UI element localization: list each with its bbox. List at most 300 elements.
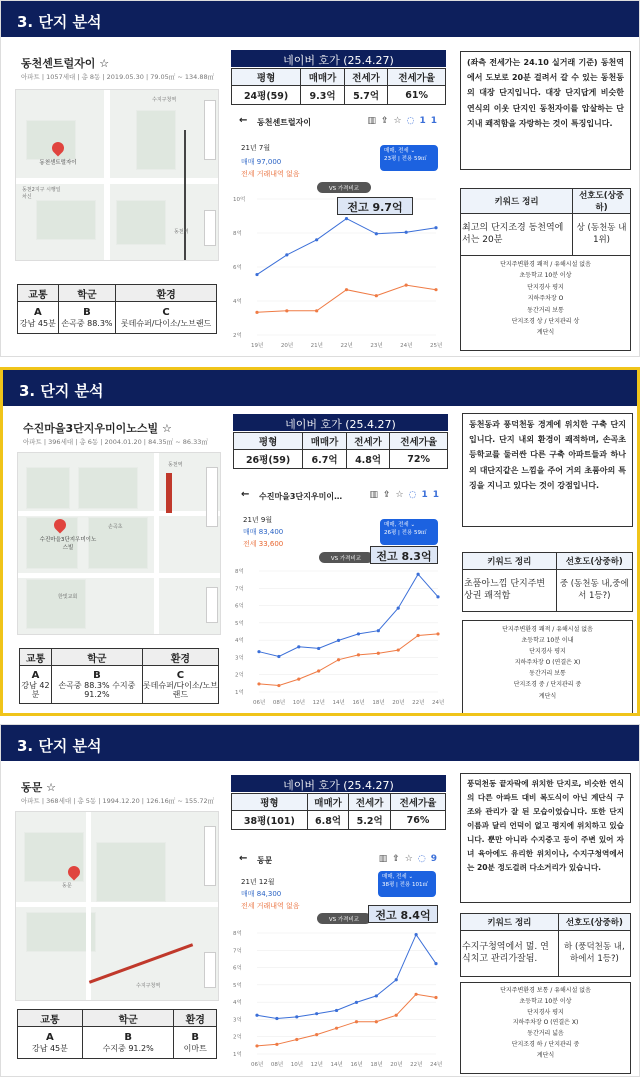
x-tick-label: 14년 (332, 700, 345, 706)
y-tick-label: 2억 (235, 672, 244, 679)
map-place: 한빛교회 (58, 594, 78, 600)
chart-apartment-name: 동천센트럴자이 (257, 118, 312, 127)
favorite-icon[interactable]: ☆ (393, 116, 407, 126)
keyword-table (462, 552, 633, 612)
transport-detail: 강남 42분 (21, 681, 50, 700)
x-tick-label: 24년 (400, 343, 413, 349)
checklist-item: 단지주변환경 보통 / 유해시설 없음 (500, 987, 591, 994)
environment-cell (142, 666, 218, 704)
map-place: 동천역 (168, 462, 183, 468)
data-point-sale (285, 253, 288, 256)
header-environment: 환경 (116, 285, 217, 302)
x-tick-label: 16년 (352, 700, 365, 706)
data-point-sale (275, 1017, 278, 1020)
price-chart (231, 849, 446, 1071)
school-grade: B (93, 669, 101, 681)
header-size: 평형 (232, 794, 308, 811)
data-point-jeonse (355, 1020, 358, 1023)
transport-cell (20, 666, 52, 704)
data-point-jeonse (257, 682, 260, 685)
checklist-item: 단지조경 하 / 단지관리 중 (511, 1040, 580, 1048)
transport-grade: A (46, 1032, 54, 1044)
data-point-sale (415, 933, 418, 936)
checklist (462, 620, 633, 714)
x-tick-label: 18년 (372, 700, 385, 706)
keyword-value: 초품아느낌 단지주변 상권 쾌적함 (463, 570, 557, 612)
grade-table (19, 648, 219, 704)
chart-rent-price: 전세 33,600 (243, 540, 284, 548)
complex-panel-1 (0, 0, 640, 357)
checklist-item: 계단식 (536, 1051, 555, 1059)
header-school: 학군 (82, 1010, 174, 1027)
y-tick-label: 5억 (235, 620, 244, 627)
price-table (231, 68, 446, 105)
map-icon[interactable]: ▥ (367, 116, 381, 126)
y-tick-label: 3억 (235, 655, 244, 662)
type-selector-size: 23평 | 전용 59㎡ (384, 155, 427, 162)
environment-detail: 롯데슈퍼/다이소/노브랜드 (120, 318, 212, 328)
preference-value: 중 (동천동 내,중에서 1등?) (556, 570, 632, 612)
series-line-sale (257, 935, 436, 1019)
size-value: 38평(101) (232, 811, 308, 830)
peak-price-label: 전고 9.7억 (337, 197, 413, 215)
map-tools[interactable] (206, 467, 218, 527)
type-selector[interactable]: 매매, 전세 ⌄ 38평 | 전용 101㎡ (378, 871, 436, 897)
header-size: 평형 (234, 433, 303, 450)
header-ratio: 전세가율 (388, 69, 446, 86)
chart-plot (231, 925, 446, 1070)
vs-compare-button[interactable]: VS 가격비교 (317, 913, 371, 924)
series-line-jeonse (259, 634, 438, 686)
environment-detail: 이마트 (183, 1043, 207, 1053)
chart-plot (233, 563, 448, 708)
x-tick-label: 18년 (370, 1062, 383, 1068)
apartment-name[interactable]: 동천센트럴자이 ☆ (21, 57, 110, 70)
y-tick-label: 2억 (233, 1034, 242, 1041)
checklist-item: 지하주차장 O (527, 295, 564, 303)
chart-date: 21년 9월 (243, 516, 273, 524)
transport-grade: A (33, 307, 42, 319)
chart-plot (231, 191, 446, 351)
chart-date: 21년 12월 (241, 878, 275, 886)
environment-cell (116, 302, 217, 334)
data-point-jeonse (417, 634, 420, 637)
vs-compare-button[interactable]: VS 가격비교 (319, 552, 373, 563)
environment-detail: 롯데슈퍼/다이소/노브랜드 (142, 681, 218, 700)
checklist-item: 단지경사 평지 (527, 1008, 564, 1016)
type-selector-line: 매매, 전세 (384, 148, 409, 154)
apartment-name[interactable]: 수진마을3단지우미이노스빌 ☆ (23, 422, 172, 435)
data-point-jeonse (357, 653, 360, 656)
data-point-sale (337, 639, 340, 642)
back-arrow-icon[interactable]: ← (239, 853, 248, 864)
checklist (460, 255, 631, 351)
x-tick-label: 22년 (340, 343, 353, 349)
data-point-sale (295, 1015, 298, 1018)
data-point-jeonse (285, 309, 288, 312)
jeonse-value: 5.7억 (344, 86, 388, 105)
chart-date: 21년 7월 (241, 144, 271, 152)
checklist-item: 초등학교 10분 이내 (521, 637, 574, 645)
apartment-name[interactable]: 동문 ☆ (21, 781, 56, 794)
data-point-sale (395, 978, 398, 981)
checklist-item: 동간거리 보통 (527, 306, 564, 314)
checklist-item: 지하주차장 O (연결은 X) (512, 1019, 579, 1027)
header-jeonse: 전세가 (344, 69, 388, 86)
map-tools[interactable] (204, 826, 216, 886)
location-map[interactable] (15, 811, 219, 1001)
jeonse-value: 4.8억 (346, 450, 390, 469)
x-tick-label: 20년 (392, 700, 405, 706)
transport-detail: 강남 45분 (19, 318, 56, 328)
data-point-jeonse (255, 1044, 258, 1047)
x-tick-label: 10년 (292, 700, 306, 706)
map-place: 동천역 (174, 229, 189, 235)
y-tick-label: 8억 (233, 231, 242, 237)
x-tick-label: 08년 (270, 1062, 284, 1068)
checklist-item: 단지경사 평지 (529, 648, 566, 656)
preference-header: 선호도(상중하) (558, 914, 630, 931)
school-cell (82, 1027, 174, 1059)
x-tick-label: 12년 (310, 1062, 323, 1068)
zoom-control[interactable] (204, 210, 216, 246)
vs-compare-button[interactable]: VS 가격비교 (317, 182, 371, 193)
x-tick-label: 22년 (412, 700, 425, 706)
chart-toolbar[interactable] (367, 116, 442, 126)
section-banner: 3. 단지 분석 (1, 725, 639, 761)
data-point-sale (357, 632, 360, 635)
size-value: 26평(59) (234, 450, 303, 469)
map-tools[interactable] (204, 100, 216, 160)
size-value: 24평(59) (232, 86, 301, 105)
keyword-table (460, 188, 631, 256)
complex-description: 동천동과 풍덕천동 경계에 위치한 구축 단지입니다. 단지 내외 환경이 쾌적하며, 손곡초등학교를 둘러싼 다른 구축 아파트들과 하나의 대단지같은 느낌을 주어 거의 초품아의 특징을 지니고 있다는 것이 강점입니다. (462, 413, 633, 527)
header-environment: 환경 (142, 649, 218, 666)
naver-price-title: 네이버 호가 (25.4.27) (233, 414, 448, 431)
data-point-jeonse (297, 677, 300, 680)
school-detail: 손곡중 88.3% 수지중 91.2% (58, 681, 136, 700)
x-tick-label: 20년 (280, 343, 294, 349)
checklist-item: 계단식 (538, 692, 557, 700)
checklist-item: 동간거리 보통 (529, 670, 566, 678)
data-point-jeonse (434, 288, 437, 291)
keyword-header: 키워드 정리 (461, 914, 559, 931)
header-jeonse: 전세가 (346, 433, 390, 450)
header-school: 학군 (52, 649, 143, 666)
favorite-icon[interactable]: ☆ (395, 490, 409, 500)
data-point-jeonse (315, 309, 318, 312)
data-point-jeonse (277, 684, 280, 687)
naver-price-title: 네이버 호가 (25.4.27) (231, 775, 446, 792)
data-point-sale (405, 231, 408, 234)
checklist-item: 단지조경 상 / 단지관리 상 (511, 317, 580, 325)
data-point-sale (315, 238, 318, 241)
header-transport: 교통 (20, 649, 52, 666)
chat-count: 11 (421, 490, 444, 500)
y-tick-label: 3억 (233, 1017, 242, 1024)
data-point-jeonse (377, 652, 380, 655)
data-point-jeonse (375, 1020, 378, 1023)
data-point-jeonse (395, 1014, 398, 1017)
complex-description: 풍덕천동 끝자락에 위치한 단지로, 비슷한 연식의 다른 아파트 대비 복도식이 아닌 계단식 구조와 관리가 잘 된 모습이었습니다. 또한 단지 이름과 달리 언덕이 없고 평지에 위치하고 있습니다. 뿐만 아니라 수지중고 등이 주변 있어 자녀 육아에도 유리한 위치이나, 수지구청역에서는 20분 정도걸려 다소거리가 있습니다. (460, 773, 631, 903)
back-arrow-icon[interactable]: ← (241, 489, 250, 500)
header-jeonse: 전세가 (349, 794, 391, 811)
data-point-sale (355, 1001, 358, 1004)
environment-grade: C (162, 307, 170, 319)
chart-rent-price: 전세 거래내역 없음 (241, 170, 300, 178)
data-point-sale (257, 650, 260, 653)
data-point-sale (434, 962, 437, 965)
map-place: 수지구청역 (152, 97, 177, 103)
data-point-jeonse (436, 632, 439, 635)
share-icon[interactable]: ⇪ (382, 490, 396, 500)
checklist-item: 계단식 (536, 329, 555, 337)
data-point-sale (377, 629, 380, 632)
chat-icon[interactable]: ◌11 (406, 116, 442, 126)
section-banner: 3. 단지 분석 (1, 1, 639, 37)
school-cell (58, 302, 116, 334)
x-tick-label: 22년 (410, 1062, 423, 1068)
apartment-summary: 아파트 | 396세대 | 총 6동 | 2004.01.20 | 84.35㎡ ~ 86.33㎡ (23, 438, 208, 446)
keyword-value: 수지구청역에서 멂. 연식치고 관리가잘됨. (461, 931, 559, 977)
sale-value: 6.7억 (303, 450, 347, 469)
transport-grade: A (31, 669, 40, 681)
y-tick-label: 10억 (233, 197, 246, 203)
y-tick-label: 6억 (235, 603, 244, 610)
x-tick-label: 12년 (312, 700, 325, 706)
environment-cell (174, 1027, 217, 1059)
map-place: 동문 (62, 883, 72, 889)
y-tick-label: 1억 (235, 690, 244, 696)
school-grade: B (124, 1032, 132, 1044)
school-cell (52, 666, 143, 704)
transport-cell (18, 302, 59, 334)
peak-price-label: 전고 8.3억 (370, 546, 438, 564)
share-icon[interactable]: ⇪ (380, 116, 394, 126)
chat-icon[interactable]: ◌11 (408, 490, 444, 500)
data-point-sale (315, 1012, 318, 1015)
header-environment: 환경 (174, 1010, 217, 1027)
data-point-sale (317, 647, 320, 650)
x-tick-label: 19년 (251, 343, 264, 349)
header-sale: 매매가 (303, 433, 347, 450)
type-selector-line: 매매, 전세 (382, 874, 407, 880)
map-icon[interactable]: ▥ (369, 490, 383, 500)
chart-apartment-name: 동문 (257, 856, 273, 865)
naver-price-title: 네이버 호가 (25.4.27) (231, 50, 446, 67)
data-point-jeonse (397, 648, 400, 651)
chat-icon[interactable]: ◌9 (417, 854, 442, 864)
header-ratio: 전세가율 (390, 794, 445, 811)
header-size: 평형 (232, 69, 301, 86)
checklist-item: 단지조경 중 / 단지관리 중 (513, 681, 582, 689)
x-tick-label: 08년 (272, 700, 286, 706)
grade-table (17, 284, 217, 334)
type-selector[interactable]: 매매, 전세 ⌄ 26평 | 전용 59㎡ (380, 519, 438, 545)
price-chart (233, 485, 448, 710)
y-tick-label: 5억 (233, 982, 242, 989)
x-tick-label: 06년 (253, 700, 266, 706)
environment-grade: B (191, 1032, 200, 1044)
apartment-summary: 아파트 | 368세대 | 총 5동 | 1994.12.20 | 126.16㎡ ~ 155.72㎡ (21, 797, 215, 805)
checklist-item: 단지경사 평지 (527, 283, 564, 291)
checklist-item: 지하주차장 O (연결은 X) (514, 659, 581, 667)
checklist-item: 단지주변환경 쾌적 / 유해시설 없음 (502, 626, 593, 633)
data-point-sale (297, 645, 300, 648)
chart-toolbar[interactable] (369, 490, 444, 500)
apartment-summary: 아파트 | 1057세대 | 총 8동 | 2019.05.30 | 79.05㎡ ~ 134.88㎡ (21, 73, 215, 81)
sale-value: 6.8억 (307, 811, 349, 830)
data-point-sale (255, 1014, 258, 1017)
data-point-sale (417, 573, 420, 576)
header-transport: 교통 (18, 285, 59, 302)
checklist-item: 동간거리 넓음 (527, 1030, 564, 1038)
y-tick-label: 7억 (233, 948, 242, 955)
zoom-control[interactable] (206, 587, 218, 623)
checklist-item: 초등학교 10분 이상 (519, 272, 572, 280)
data-point-sale (434, 226, 437, 229)
data-point-sale (345, 217, 348, 220)
data-point-jeonse (375, 294, 378, 297)
peak-price-label: 전고 8.4억 (368, 905, 438, 923)
y-tick-label: 6억 (233, 965, 242, 972)
data-point-jeonse (337, 658, 340, 661)
data-point-jeonse (317, 669, 320, 672)
data-point-sale (255, 273, 258, 276)
x-tick-label: 10년 (290, 1062, 304, 1068)
preference-value: 상 (동천동 내 1위) (573, 214, 631, 256)
map-place: 수지구청역 (136, 983, 161, 989)
section-banner: 3. 단지 분석 (3, 370, 637, 406)
share-icon[interactable]: ⇪ (392, 854, 405, 864)
ratio-value: 72% (390, 450, 448, 469)
preference-value: 하 (풍덕천동 내, 하에서 1등?) (558, 931, 630, 977)
data-point-jeonse (415, 993, 418, 996)
price-table (233, 432, 448, 469)
complex-description: (좌측 전세가는 24.10 실거래 기준) 동천역에서 도보로 20분 걸려서 갈 수 있는 동천동의 대장 단지입니다. 대장 단지답게 비슷한 연식의 이웃 단지인 동천자이를 압살하는 단지내 쾌적함을 자랑하는 것이 특징입니다. (460, 51, 631, 170)
y-tick-label: 7억 (235, 586, 244, 593)
header-transport: 교통 (18, 1010, 83, 1027)
zoom-control[interactable] (204, 952, 216, 988)
header-ratio: 전세가율 (390, 433, 448, 450)
y-tick-label: 2억 (233, 333, 242, 339)
data-point-sale (397, 607, 400, 610)
x-tick-label: 24년 (430, 1062, 443, 1068)
environment-grade: C (176, 669, 185, 681)
x-tick-label: 06년 (251, 1062, 264, 1068)
y-tick-label: 8억 (233, 931, 242, 937)
y-tick-label: 4억 (235, 638, 244, 645)
checklist-item: 초등학교 10분 이상 (519, 997, 572, 1005)
series-line-sale (257, 219, 436, 275)
transport-cell (18, 1027, 83, 1059)
price-table (231, 793, 446, 830)
jeonse-value: 5.2억 (349, 811, 391, 830)
map-label: 동천센트럴자이 (39, 160, 77, 166)
map-label: 수진마을3단지우미이노스빌 (39, 537, 97, 551)
grade-table (17, 1009, 217, 1059)
data-point-sale (335, 1009, 338, 1012)
x-tick-label: 24년 (432, 700, 445, 706)
school-grade: B (83, 307, 91, 319)
series-line-sale (259, 574, 438, 656)
data-point-jeonse (315, 1033, 318, 1036)
preference-header: 선호도(상중하) (556, 553, 632, 570)
data-point-sale (436, 595, 439, 598)
keyword-table (460, 913, 631, 977)
chat-count: 11 (419, 116, 442, 126)
chart-sale-price: 매매 84,300 (241, 890, 282, 898)
x-tick-label: 16년 (350, 1062, 363, 1068)
x-tick-label: 23년 (370, 343, 383, 349)
school-detail: 손곡중 88.3% (61, 318, 113, 328)
data-point-jeonse (275, 1043, 278, 1046)
chat-count: 9 (430, 854, 442, 864)
preference-header: 선호도(상중하) (573, 189, 631, 214)
y-tick-label: 4억 (233, 299, 242, 305)
keyword-header: 키워드 정리 (461, 189, 573, 214)
location-map[interactable] (15, 89, 219, 261)
chart-apartment-name: 수진마을3단지우미이… (259, 492, 343, 501)
map-place: 동천2지구 시행일차신 (22, 187, 61, 200)
x-tick-label: 20년 (390, 1062, 403, 1068)
data-point-jeonse (295, 1038, 298, 1041)
data-point-sale (375, 232, 378, 235)
ratio-value: 76% (390, 811, 445, 830)
type-selector-line: 매매, 전세 (384, 522, 409, 528)
y-tick-label: 4억 (233, 1000, 242, 1007)
data-point-sale (277, 655, 280, 658)
map-place: 손곡초 (108, 524, 123, 530)
location-map[interactable] (17, 452, 221, 635)
y-tick-label: 1억 (233, 1052, 242, 1058)
y-tick-label: 6억 (233, 265, 242, 271)
transport-detail: 강남 45분 (31, 1043, 68, 1053)
chart-sale-price: 매매 97,000 (241, 158, 282, 166)
complex-panel-3 (0, 724, 640, 1077)
checklist (460, 982, 631, 1074)
favorite-icon[interactable]: ☆ (404, 854, 418, 864)
x-tick-label: 21년 (310, 343, 323, 349)
header-school: 학군 (58, 285, 116, 302)
y-tick-label: 8억 (235, 569, 244, 575)
chart-toolbar[interactable] (379, 854, 442, 864)
map-icon[interactable]: ▥ (378, 854, 393, 864)
data-point-sale (375, 994, 378, 997)
complex-panel-2 (0, 367, 640, 716)
type-selector-size: 26평 | 전용 59㎡ (384, 529, 427, 536)
back-arrow-icon[interactable]: ← (239, 115, 248, 126)
data-point-jeonse (434, 996, 437, 999)
checklist-item: 단지주변환경 쾌적 / 유해시설 없음 (500, 261, 591, 268)
keyword-value: 최고의 단지조경 동천역에서는 20분 (461, 214, 573, 256)
type-selector[interactable]: 매매, 전세 ⌄ 23평 | 전용 59㎡ (380, 145, 438, 171)
sale-value: 9.3억 (301, 86, 345, 105)
header-sale: 매매가 (301, 69, 345, 86)
chart-rent-price: 전세 거래내역 없음 (241, 902, 300, 910)
type-selector-size: 38평 | 전용 101㎡ (382, 881, 429, 888)
data-point-jeonse (255, 311, 258, 314)
chart-sale-price: 매매 83,400 (243, 528, 284, 536)
price-chart (231, 111, 446, 351)
x-tick-label: 14년 (330, 1062, 343, 1068)
data-point-jeonse (335, 1027, 338, 1030)
ratio-value: 61% (388, 86, 446, 105)
data-point-jeonse (345, 288, 348, 291)
data-point-jeonse (405, 284, 408, 287)
keyword-header: 키워드 정리 (463, 553, 557, 570)
school-detail: 수지중 91.2% (102, 1043, 154, 1053)
